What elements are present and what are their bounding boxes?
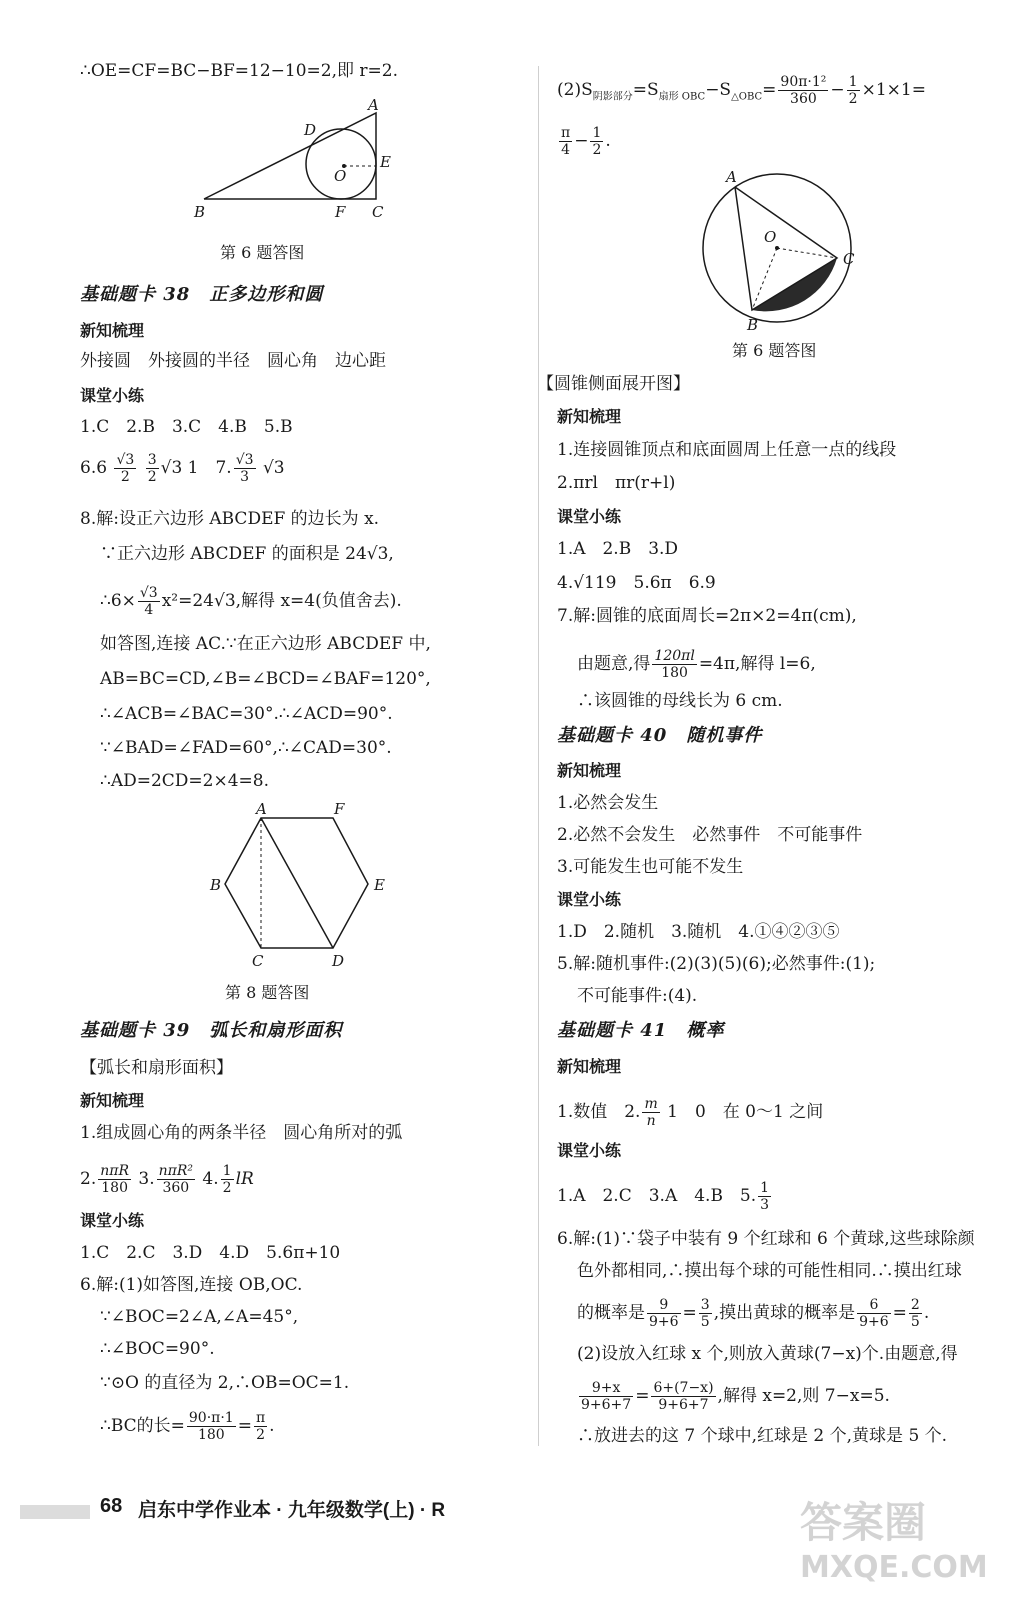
label-F: F — [335, 203, 346, 221]
label-C: C — [843, 250, 855, 268]
text-line: 1.必然会发生 — [557, 793, 659, 813]
label-D: D — [304, 121, 317, 139]
answer-line: 1.A 2.C 3.A 4.B 5. $\frac{1}{3}$ — [557, 1180, 770, 1213]
label-A: A — [256, 800, 267, 818]
solution-line: $(2)S_{阴影部分}=S_{扇形 OBC}-S_{\triangle OBC}=$ $\frac{\text{90π·1²}}{360}$ − $\frac{1}{2}$ ×1×1= — [557, 74, 926, 107]
solution-line: ∴BC的长= $\frac{90\cdot\pi\cdot 1}{180}$ = $\frac{\pi}{2}$ . — [100, 1410, 275, 1443]
section-heading: 新知梳理 — [80, 321, 145, 340]
solution-line: ∵正六边形 ABCDEF 的面积是 24√3, — [100, 544, 394, 564]
answer-line: 1.A 2.B 3.D — [557, 539, 679, 559]
card-38-title: 基础题卡 38 正多边形和圆 — [80, 284, 324, 305]
card-41-title: 基础题卡 41 概率 — [557, 1020, 725, 1041]
answer-line: 1.D 2.随机 3.随机 4.①④②③⑤ — [557, 922, 840, 942]
solution-line: ∴6× $\frac{√3}{4}$ x²=24√3,解得 x=4(负值舍去). — [100, 585, 402, 618]
label-E: E — [380, 153, 391, 171]
label-B: B — [194, 203, 206, 221]
page-number: 68 — [100, 1495, 123, 1517]
text-line: 3.可能发生也可能不发生 — [557, 857, 744, 877]
answer-line: 1.C 2.C 3.D 4.D 5.6π+10 — [80, 1243, 341, 1263]
solution-line: 的概率是 $\frac{9}{9+6}$ = $\frac{3}{5}$ ,摸出黄球的概率是 $\frac{6}{9+6}$ = $\frac{2}{5}$ . — [577, 1297, 930, 1330]
book-title: 启东中学作业本 · 九年级数学(上) · R — [138, 1500, 446, 1521]
solution-line: ∴该圆锥的母线长为 6 cm. — [577, 691, 783, 711]
solution-line: 不可能事件:(4). — [577, 986, 698, 1006]
page-footer — [20, 1495, 620, 1535]
solution-line: ∴AD=2CD=2×4=8. — [100, 771, 270, 791]
solution-line: 如答图,连接 AC.∵在正六边形 ABCDEF 中, — [100, 634, 431, 654]
figure-caption: 第 6 题答图 — [220, 243, 305, 262]
label-D: D — [332, 952, 345, 970]
label-B: B — [210, 876, 222, 894]
text-line: ∴OE=CF=BC−BF=12−10=2,即 r=2. — [80, 61, 399, 81]
solution-line: 5.解:随机事件:(2)(3)(5)(6);必然事件:(1); — [557, 954, 876, 974]
solution-line: 6.解:(1)如答图,连接 OB,OC. — [80, 1275, 303, 1295]
section-heading: 新知梳理 — [80, 1091, 145, 1110]
section-heading: 新知梳理 — [557, 761, 622, 780]
figure-8-hexagon — [200, 800, 400, 975]
solution-line: ∴∠BOC=90°. — [100, 1339, 215, 1359]
solution-line: 6.解:(1)∵袋子中装有 9 个红球和 6 个黄球,这些球除颜 — [557, 1229, 975, 1249]
figure-caption: 第 6 题答图 — [732, 341, 817, 360]
label-A: A — [368, 96, 379, 114]
section-heading: 课堂小练 — [80, 1211, 145, 1230]
section-bracket: 【圆锥侧面展开图】 — [537, 374, 690, 394]
label-C: C — [252, 952, 264, 970]
figure-caption: 第 8 题答图 — [225, 983, 310, 1002]
text-line: 1.数值 2. $\frac{m}{n}$ 1 0 在 0～1 之间 — [557, 1096, 824, 1129]
answer-line: 4.√119 5.6π 6.9 — [557, 573, 716, 593]
solution-line: $\frac{\pi}{4}$ − $\frac{1}{2}$ . — [561, 125, 611, 158]
text-line: 外接圆 外接圆的半径 圆心角 边心距 — [80, 351, 386, 371]
label-C: C — [372, 203, 384, 221]
answer-line: 1.C 2.B 3.C 4.B 5.B — [80, 417, 293, 437]
section-heading: 课堂小练 — [80, 386, 145, 405]
solution-line: 由题意,得 $\frac{120\pi l}{180}$ =4π,解得 l=6, — [577, 648, 816, 681]
text-line: 2. $\frac{\text{nπR}}{180}$ 3. $\frac{\text{nπR²}}{360}$ 4. $\frac{1}{2}$ lR — [80, 1163, 254, 1196]
figure-6-triangle-incircle — [190, 95, 430, 225]
text-line: 2.必然不会发生 必然事件 不可能事件 — [557, 825, 863, 845]
section-heading: 新知梳理 — [557, 1057, 622, 1076]
solution-line: 8.解:设正六边形 ABCDEF 的边长为 x. — [80, 509, 380, 529]
label-E: E — [374, 876, 385, 894]
text-line: 2.πrl πr(r+l) — [557, 473, 676, 493]
solution-line: ∵∠BAD=∠FAD=60°,∴∠CAD=30°. — [100, 738, 392, 758]
solution-line: (2)设放入红球 x 个,则放入黄球(7−x)个.由题意,得 — [577, 1344, 958, 1364]
label-A: A — [726, 168, 737, 186]
watermark-logo: 答案圈 MXQE.COM — [800, 1498, 988, 1585]
solution-line: ∵⊙O 的直径为 2,∴OB=OC=1. — [100, 1373, 350, 1393]
section-heading: 课堂小练 — [557, 1141, 622, 1160]
solution-line: ∵∠BOC=2∠A,∠A=45°, — [100, 1307, 299, 1327]
label-B: B — [747, 316, 759, 334]
column-divider — [538, 66, 539, 1446]
solution-line: ∴∠ACB=∠BAC=30°.∴∠ACD=90°. — [100, 704, 393, 724]
label-F: F — [334, 800, 345, 818]
solution-line: ∴放进去的这 7 个球中,红球是 2 个,黄球是 5 个. — [577, 1426, 948, 1446]
section-heading: 新知梳理 — [557, 407, 622, 426]
footer-bar — [20, 1505, 90, 1519]
answer-line: 6.6 $\frac{√3}{2}$ $\frac{3}{2}$ √3 1 7. $\frac{√3}{3}$ √3 — [80, 452, 285, 485]
section-heading: 课堂小练 — [557, 507, 622, 526]
section-heading: 课堂小练 — [557, 890, 622, 909]
card-40-title: 基础题卡 40 随机事件 — [557, 725, 763, 746]
label-O: O — [334, 167, 347, 185]
text-line: 1.组成圆心角的两条半径 圆心角所对的弧 — [80, 1123, 403, 1143]
solution-line: $\frac{9+x}{9+6+7}$ = $\frac{6+(7-x)}{9+6+7}$ ,解得 x=2,则 7−x=5. — [581, 1380, 890, 1413]
solution-line: AB=BC=CD,∠B=∠BCD=∠BAF=120°, — [100, 669, 431, 689]
solution-line: 色外都相同,∴摸出每个球的可能性相同.∴摸出红球 — [577, 1261, 962, 1281]
solution-line: 7.解:圆锥的底面周长=2π×2=4π(cm), — [557, 606, 857, 626]
label-O: O — [764, 228, 777, 246]
section-bracket: 【弧长和扇形面积】 — [80, 1058, 233, 1078]
figure-6-circle-sector — [692, 160, 872, 335]
text-line: 1.连接圆锥顶点和底面圆周上任意一点的线段 — [557, 440, 897, 460]
card-39-title: 基础题卡 39 弧长和扇形面积 — [80, 1020, 343, 1041]
